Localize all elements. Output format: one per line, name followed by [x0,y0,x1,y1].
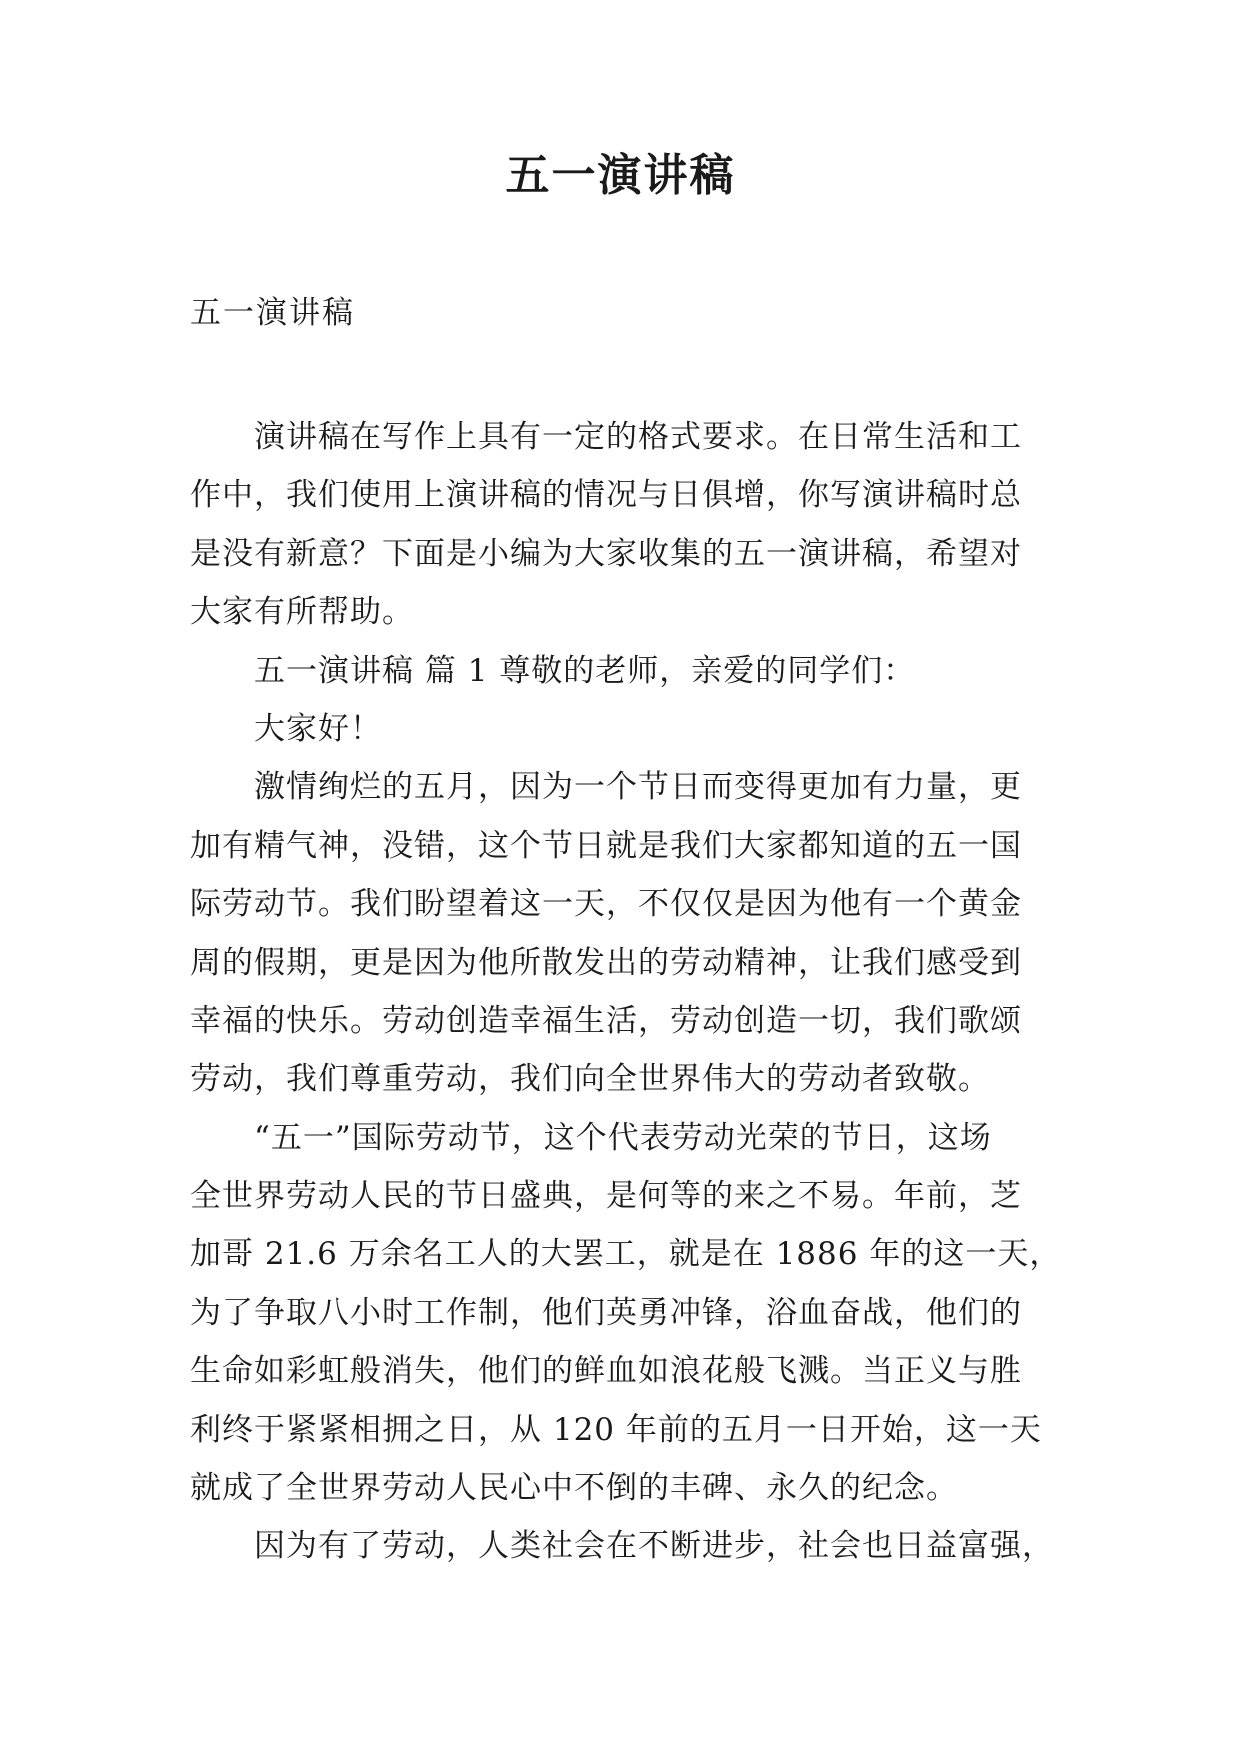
body-text-line: 激情绚烂的五月，因为一个节日而变得更加有力量，更 [254,769,1022,806]
document-title: 五一演讲稿 [505,150,736,201]
body-text-line: 加有精气神，没错，这个节日就是我们大家都知道的五一国 [190,827,1022,864]
body-text-line: 周的假期，更是因为他所散发出的劳动精神，让我们感受到 [190,944,1022,981]
body-text-line: 利终于紧紧相拥之日，从 120 年前的五月一日开始，这一天 [190,1411,1042,1448]
document-subtitle: 五一演讲稿 [190,295,355,331]
body-text-line: “五一”国际劳动节，这个代表劳动光荣的节日，这场 [254,1119,992,1156]
document-body [190,408,1070,1576]
body-text-line: 加哥 21.6 万余名工人的大罢工，就是在 1886 年的这一天， [190,1236,1062,1273]
body-text-line: 五一演讲稿 篇 1 尊敬的老师，亲爱的同学们： [254,652,916,689]
body-text-line: 生命如彩虹般消失，他们的鲜血如浪花般飞溅。当正义与胜 [190,1353,1022,1390]
body-text-line: 大家有所帮助。 [190,594,414,631]
body-text-line: 际劳动节。我们盼望着这一天，不仅仅是因为他有一个黄金 [190,886,1022,923]
body-text-line: 因为有了劳动，人类社会在不断进步，社会也日益富强， [254,1528,1054,1565]
body-text-line: 大家好！ [254,710,382,747]
body-text-line: 为了争取八小时工作制，他们英勇冲锋，浴血奋战，他们的 [190,1294,1022,1331]
body-text-line: 全世界劳动人民的节日盛典，是何等的来之不易。年前，芝 [190,1178,1022,1215]
body-text-line: 劳动，我们尊重劳动，我们向全世界伟大的劳动者致敬。 [190,1061,990,1098]
body-text-line: 是没有新意？下面是小编为大家收集的五一演讲稿，希望对 [190,535,1022,572]
body-text-line: 幸福的快乐。劳动创造幸福生活，劳动创造一切，我们歌颂 [190,1002,1022,1039]
body-text-line: 就成了全世界劳动人民心中不倒的丰碑、永久的纪念。 [190,1470,958,1507]
body-text-line: 演讲稿在写作上具有一定的格式要求。在日常生活和工 [254,419,1022,455]
body-text-line: 作中，我们使用上演讲稿的情况与日俱增，你写演讲稿时总 [190,477,1022,514]
